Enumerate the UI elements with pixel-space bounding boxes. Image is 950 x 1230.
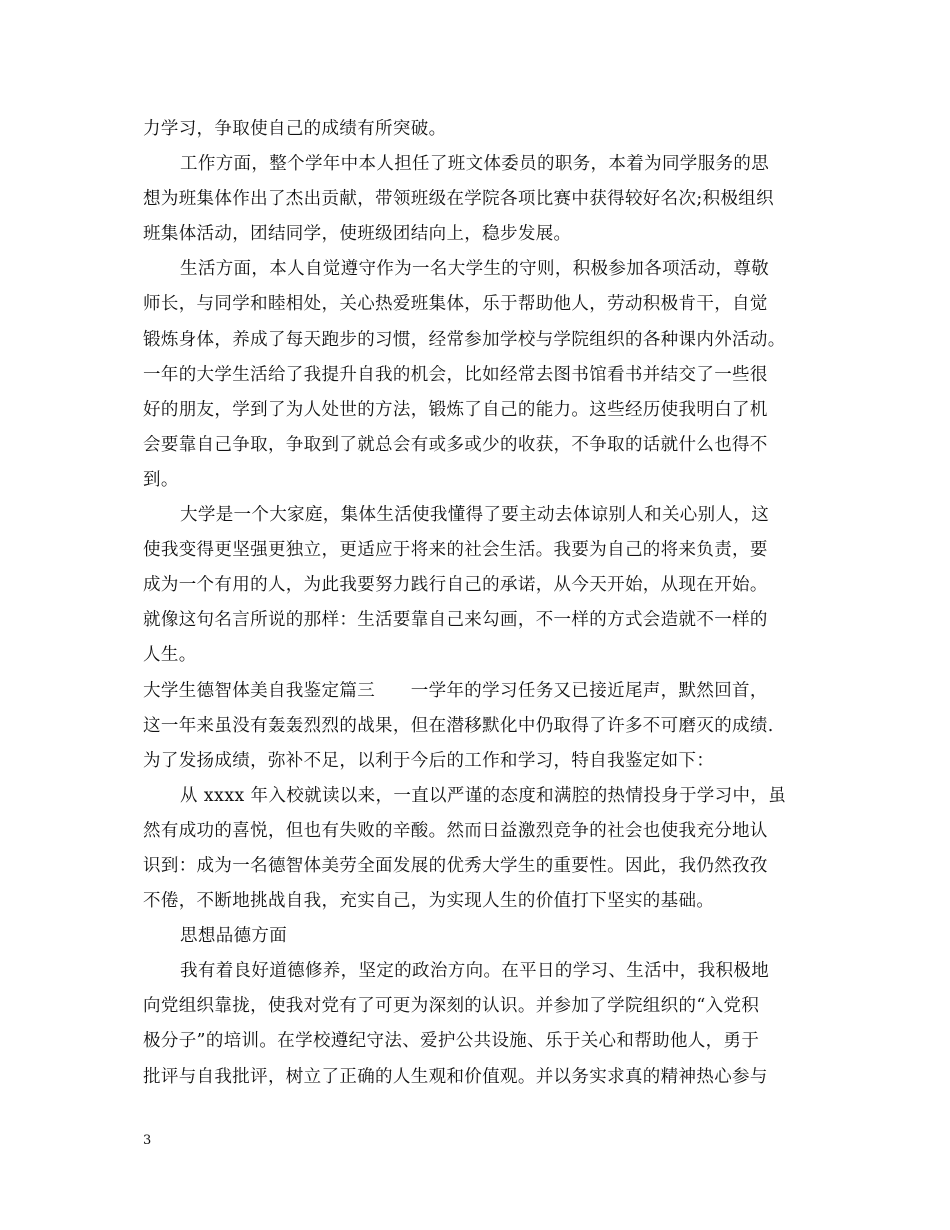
text-line: 到。 <box>143 469 179 490</box>
paragraph-first-line: 生活方面，本人自觉遵守作为一名大学生的守则，积极参加各项活动，尊敬 <box>180 259 770 280</box>
text-line: 力学习，争取使自己的成绩有所突破。 <box>143 119 447 139</box>
text-line: 想为班集体作出了杰出贡献，带领班级在学院各项比赛中获得较好名次;积极组织 <box>143 189 774 210</box>
text-line: 不倦，不断地挑战自我，充实自己，为实现人生的价值打下坚实的基础。 <box>143 891 715 912</box>
page-number: 3 <box>143 1133 152 1148</box>
text-line: 识到：成为一名德智体美劳全面发展的优秀大学生的重要性。因此，我仍然孜孜 <box>143 855 768 876</box>
text-line: 师长，与同学和睦相处，关心热爱班集体，乐于帮助他人，劳动积极肯干，自觉 <box>143 294 768 315</box>
text-line: 会要靠自己争取，争取到了就总会有或多或少的收获，不争取的话就什么也得不 <box>143 434 768 455</box>
text-line: 成为一个有用的人，为此我要努力践行自己的承诺，从今天开始，从现在开始。 <box>143 575 768 596</box>
text-line: 好的朋友，学到了为人处世的方法，锻炼了自己的能力。这些经历使我明白了机 <box>143 399 768 420</box>
paragraph-first-line: 从 xxxx 年入校就读以来，一直以严谨的态度和满腔的热情投身于学习中，虽 <box>180 785 787 806</box>
text-line: 为了发扬成绩，弥补不足，以利于今后的工作和学习，特自我鉴定如下： <box>143 750 715 771</box>
text-line: 一年的大学生活给了我提升自我的机会，比如经常去图书馆看书并结交了一些很 <box>143 364 768 385</box>
text-line: 锻炼身体，养成了每天跑步的习惯，经常参加学校与学院组织的各种课内外活动。 <box>143 329 786 350</box>
text-line: 向党组织靠拢，使我对党有了可更为深刻的认识。并参加了学院组织的“入党积 <box>143 996 760 1017</box>
body-text <box>143 112 815 1095</box>
subsection-heading: 思想品德方面 <box>180 926 288 947</box>
text-line: 就像这句名言所说的那样：生活要靠自己来勾画，不一样的方式会造就不一样的 <box>143 610 768 631</box>
paragraph-first-line: 我有着良好道德修养，坚定的政治方向。在平日的学习、生活中，我积极地 <box>180 961 770 982</box>
paragraph-first-line: 大学是一个大家庭，集体生活使我懂得了要主动去体谅别人和关心别人，这 <box>180 505 770 526</box>
text-line: 然有成功的喜悦，但也有失败的辛酸。然而日益激烈竞争的社会也使我充分地认 <box>143 820 768 841</box>
section-heading-line: 大学生德智体美自我鉴定篇三 一学年的学习任务又已接近尾声，默然回首， <box>143 680 768 701</box>
text-line: 这一年来虽没有轰轰烈烈的战果，但在潜移默化中仍取得了许多不可磨灭的成绩. <box>143 715 774 736</box>
paragraph-first-line: 工作方面，整个学年中本人担任了班文体委员的职务，本着为同学服务的思 <box>180 154 770 175</box>
text-line: 人生。 <box>143 645 197 666</box>
text-line: 班集体活动，团结同学，使班级团结向上，稳步发展。 <box>143 224 572 245</box>
text-line: 极分子”的培训。在学校遵纪守法、爱护公共设施、乐于关心和帮助他人，勇于 <box>143 1031 760 1052</box>
text-line: 使我变得更坚强更独立，更适应于将来的社会生活。我要为自己的将来负责，要 <box>143 540 768 561</box>
text-line: 批评与自我批评，树立了正确的人生观和价值观。并以务实求真的精神热心参与 <box>143 1066 768 1087</box>
